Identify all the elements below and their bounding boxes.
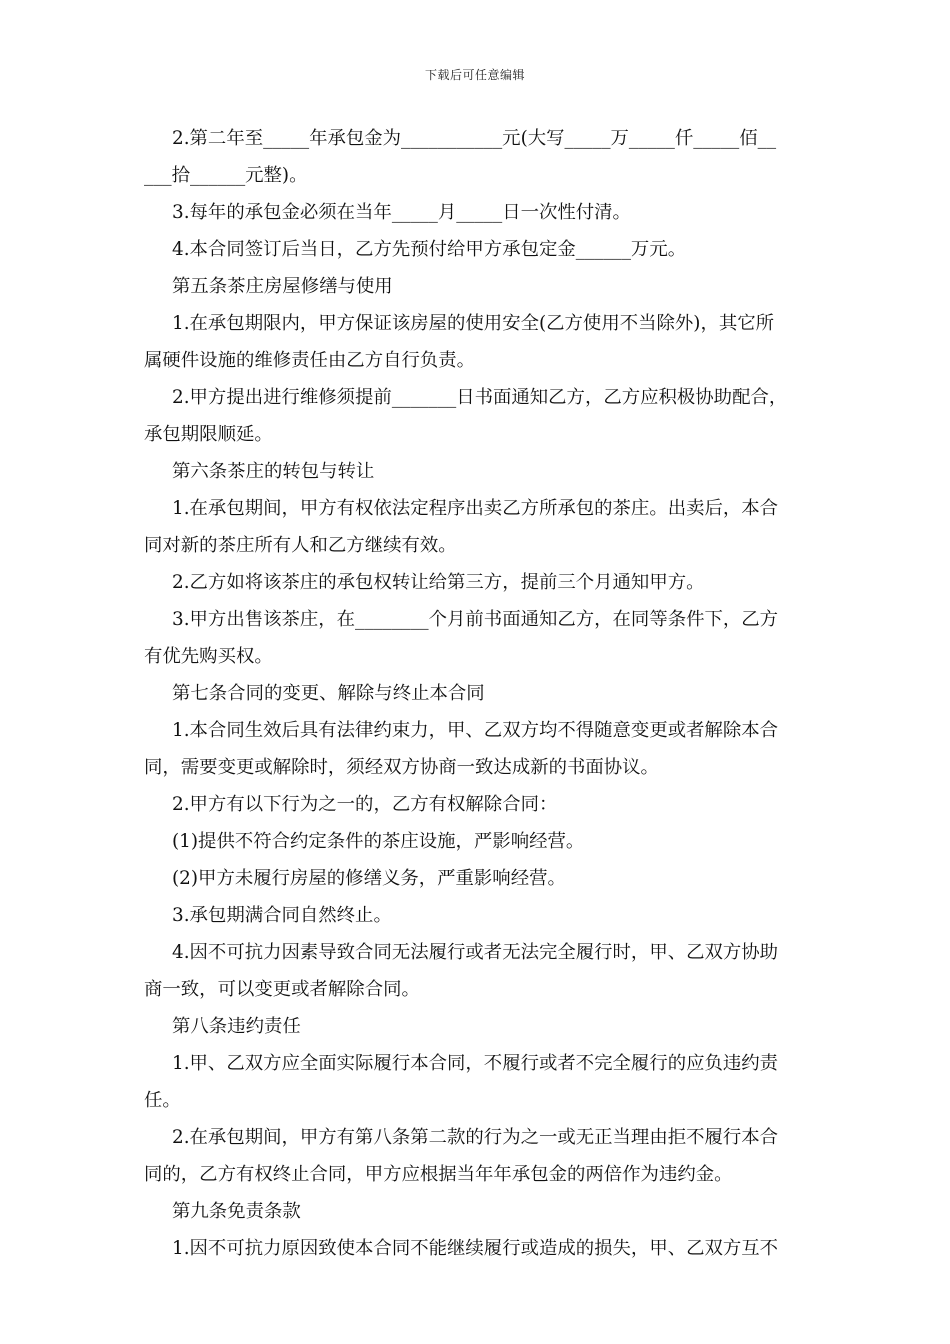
text-line: (1)提供不符合约定条件的茶庄设施，严影响经营。 [172,831,585,852]
text-line: 同，需要变更或解除时，须经双方协商一致达成新的书面协议。 [144,757,659,778]
text-line: 1.甲、乙双方应全面实际履行本合同，不履行或者不完全履行的应负违约责 [172,1053,779,1074]
text-line: 第七条合同的变更、解除与终止本合同 [172,683,485,704]
text-line: 有优先购买权。 [144,646,273,667]
text-line: 第六条茶庄的转包与转让 [172,461,375,482]
text-line: 商一致，可以变更或者解除合同。 [144,979,420,1000]
text-line: 4.因不可抗力因素导致合同无法履行或者无法完全履行时，甲、乙双方协助 [172,942,779,963]
text-line: 2.甲方有以下行为之一的，乙方有权解除合同： [172,794,558,815]
text-line: 3.每年的承包金必须在当年_____月_____日一次性付清。 [172,202,631,223]
text-line: 3.承包期满合同自然终止。 [172,905,392,926]
text-line: 同对新的茶庄所有人和乙方继续有效。 [144,535,457,556]
text-line: 3.甲方出售该茶庄，在________个月前书面通知乙方，在同等条件下，乙方 [172,609,779,630]
document-body [144,120,808,1267]
text-line: 4.本合同签订后当日，乙方先预付给甲方承包定金______万元。 [172,239,687,260]
text-line: 第八条违约责任 [172,1016,301,1037]
text-line: 1.因不可抗力原因致使本合同不能继续履行或造成的损失，甲、乙双方互不 [172,1238,779,1259]
text-line: 1.在承包期限内，甲方保证该房屋的使用安全(乙方使用不当除外)，其它所 [172,313,775,334]
text-line: 2.甲方提出进行维修须提前_______日书面通知乙方，乙方应积极协助配合， [172,387,788,408]
text-line: 1.本合同生效后具有法律约束力，甲、乙双方均不得随意变更或者解除本合 [172,720,779,741]
text-line: 2.第二年至_____年承包金为___________元(大写_____万_____仟_____佰__ [172,128,777,149]
text-line: 属硬件设施的维修责任由乙方自行负责。 [144,350,476,371]
text-line: 1.在承包期间，甲方有权依法定程序出卖乙方所承包的茶庄。出卖后，本合 [172,498,779,519]
text-line: ___拾______元整)。 [144,165,308,186]
text-line: 同的，乙方有权终止合同，甲方应根据当年年承包金的两倍作为违约金。 [144,1164,733,1185]
text-line: 第九条免责条款 [172,1201,301,1222]
text-line: 2.在承包期间，甲方有第八条第二款的行为之一或无正当理由拒不履行本合 [172,1127,779,1148]
text-line: (2)甲方未履行房屋的修缮义务，严重影响经营。 [172,868,566,889]
text-line: 承包期限顺延。 [144,424,273,445]
text-line: 任。 [144,1090,181,1111]
text-line: 2.乙方如将该茶庄的承包权转让给第三方，提前三个月通知甲方。 [172,572,705,593]
text-line: 第五条茶庄房屋修缮与使用 [172,276,393,297]
page-header: 下载后可任意编辑 [424,68,525,82]
